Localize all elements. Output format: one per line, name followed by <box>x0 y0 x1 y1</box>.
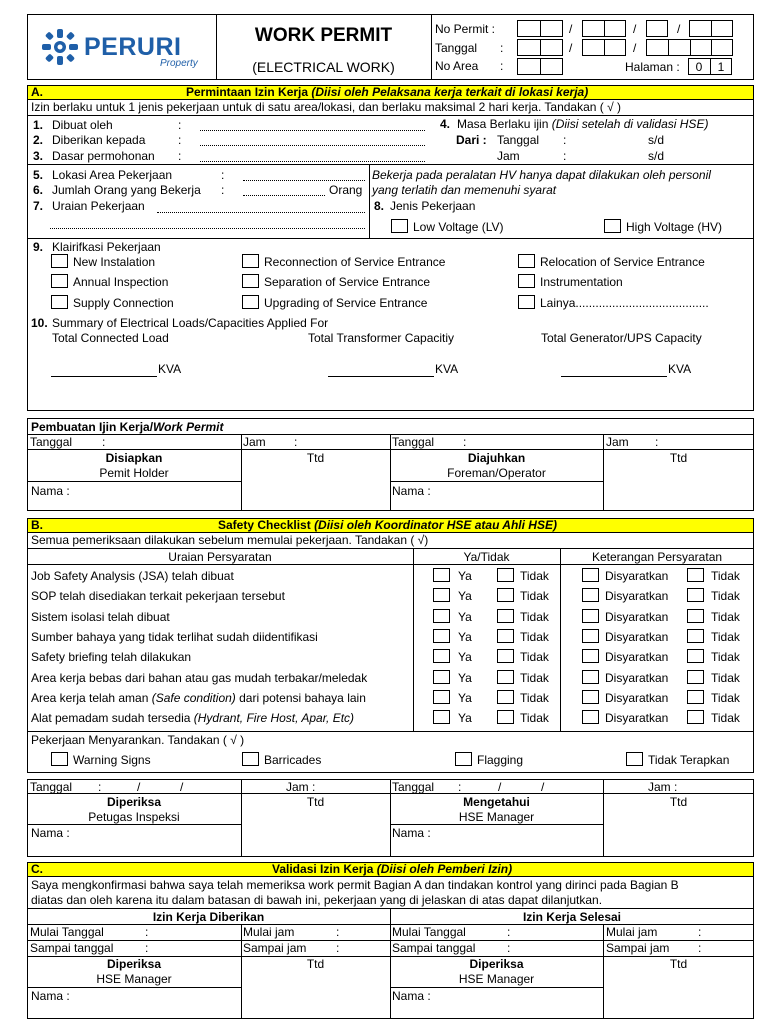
disyaratkan-checkbox[interactable] <box>582 690 599 704</box>
section-b-title <box>218 518 557 532</box>
checklist-item-text: Job Safety Analysis (JSA) telah dibuat <box>31 569 234 583</box>
class-label: Upgrading of Service Entrance <box>264 296 428 310</box>
nama-field[interactable]: Nama : <box>31 484 70 498</box>
mulai-tanggal-label-2: Mulai Tanggal <box>392 925 466 939</box>
barricades-checkbox[interactable] <box>242 752 259 766</box>
num-9: 9. <box>33 240 44 254</box>
total-generator-label: Total Generator/UPS Capacity <box>541 331 702 345</box>
permit-slash: / <box>569 22 573 36</box>
petugas-label: Petugas Inspeksi <box>88 810 180 824</box>
class-checkbox-upgrading[interactable] <box>242 295 259 309</box>
disyaratkan-checkbox[interactable] <box>582 588 599 602</box>
mulai-jam-label: Mulai jam <box>243 925 295 939</box>
slash: / <box>541 780 545 794</box>
ya-label: Ya <box>458 589 472 603</box>
disyaratkan-label: Disyaratkan <box>605 691 669 705</box>
tidak-checkbox[interactable] <box>497 588 514 602</box>
dibuat-oleh-label: Dibuat oleh <box>52 118 113 132</box>
warning-signs-label: Warning Signs <box>73 753 151 767</box>
colon: : <box>221 183 225 197</box>
checklist-item-text: Sumber bahaya yang tidak terlihat sudah diidentifikasi <box>31 630 318 644</box>
class-checkbox-new-instalation[interactable] <box>51 254 68 268</box>
hse-manager-label: HSE Manager <box>96 972 172 986</box>
section-b-letter: B. <box>31 518 43 532</box>
num-3: 3. <box>33 149 44 163</box>
disyaratkan-checkbox[interactable] <box>582 649 599 663</box>
class-label: Reconnection of Service Entrance <box>264 255 446 269</box>
checklist-item <box>31 650 191 664</box>
colon: : <box>698 925 702 939</box>
slash: / <box>498 780 502 794</box>
kva-label: KVA <box>668 362 692 376</box>
checklist-item-text: Area kerja bebas dari bahan atau gas mudah terbakar/meledak <box>31 671 368 685</box>
diperiksa-label: Diperiksa <box>106 795 162 809</box>
total-transformer-label: Total Transformer Capacitiy <box>308 331 455 345</box>
checklist-item <box>31 569 234 583</box>
colon: : <box>336 941 340 955</box>
periksa-tanggal-label-2: Tanggal <box>392 780 435 794</box>
low-voltage-checkbox[interactable] <box>391 219 408 233</box>
ya-checkbox[interactable] <box>433 609 450 623</box>
class-checkbox-annual-inspection[interactable] <box>51 274 68 288</box>
disyaratkan-label: Disyaratkan <box>605 569 669 583</box>
ya-label: Ya <box>458 691 472 705</box>
slash: / <box>137 780 141 794</box>
sampai-tanggal-label: Sampai tanggal <box>30 941 114 955</box>
kva-label: KVA <box>435 362 459 376</box>
colon: : <box>458 780 462 794</box>
colon: : <box>145 941 149 955</box>
checklist-item-note: (Safe condition) <box>151 691 236 705</box>
pembuatan-jam-label-2: Jam <box>606 435 629 449</box>
colon: : <box>221 168 225 182</box>
diberikan-header: Izin Kerja Diberikan <box>152 910 265 924</box>
ya-checkbox[interactable] <box>433 568 450 582</box>
checklist-item-text: Sistem isolasi telah dibuat <box>31 610 170 624</box>
num-2: 2. <box>33 133 44 147</box>
mulai-jam-label-2: Mulai jam <box>606 925 658 939</box>
colon: : <box>507 925 511 939</box>
sampai-tanggal-label-2: Sampai tanggal <box>392 941 476 955</box>
section-b-title-text: Safety Checklist <box>218 518 311 532</box>
class-label: Instrumentation <box>540 275 623 289</box>
nama-field[interactable]: Nama : <box>392 826 431 840</box>
lokasi-area-input[interactable] <box>243 180 365 181</box>
tidak-terapkan-checkbox[interactable] <box>626 752 643 766</box>
class-checkbox-reconnection[interactable] <box>242 254 259 268</box>
jumlah-orang-label: Jumlah Orang yang Bekerja <box>52 183 201 197</box>
class-checkbox-instrumentation[interactable] <box>518 274 535 288</box>
disyaratkan-checkbox[interactable] <box>582 670 599 684</box>
num-10: 10. <box>31 316 48 330</box>
num-1: 1. <box>33 118 44 132</box>
keterangan-tidak-label: Tidak <box>711 671 740 685</box>
no-permit-label: No Permit : <box>435 22 496 36</box>
periksa-tanggal-label: Tanggal <box>30 780 73 794</box>
high-voltage-checkbox[interactable] <box>604 219 621 233</box>
checklist-item-note: (Hydrant, Fire Host, Apar, Etc) <box>193 711 355 725</box>
colon: : <box>294 435 298 449</box>
halaman-digit-2: 1 <box>717 60 725 74</box>
keterangan-tidak-label: Tidak <box>711 630 740 644</box>
high-voltage-label: High Voltage (HV) <box>626 220 723 234</box>
kva-label: KVA <box>158 362 182 376</box>
ya-label: Ya <box>458 650 472 664</box>
section-b-intro: Semua pemeriksaan dilakukan sebelum memulai pekerjaan. Tandakan ( √) <box>31 533 429 547</box>
hv-note-2: yang terlatih dan memenuhi syarat <box>372 183 557 197</box>
keterangan-tidak-label: Tidak <box>711 610 740 624</box>
permit-box-3[interactable] <box>646 20 668 37</box>
class-checkbox-lainya[interactable] <box>518 295 535 309</box>
tanggal-slash: / <box>633 41 637 55</box>
class-label: Lainya........................................ <box>540 296 709 310</box>
section-c-title <box>272 862 512 876</box>
section-a-title <box>186 85 588 99</box>
class-label: Supply Connection <box>73 296 174 310</box>
ttd-label: Ttd <box>306 795 325 809</box>
permit-holder-label: Pemit Holder <box>99 466 169 480</box>
ya-checkbox[interactable] <box>433 670 450 684</box>
section-c-title-text: Validasi Izin Kerja <box>272 862 374 876</box>
mulai-tanggal-label: Mulai Tanggal <box>30 925 104 939</box>
periksa-jam-label-2: Jam : <box>648 780 678 794</box>
permit-slash: / <box>677 22 681 36</box>
keterangan-tidak-checkbox[interactable] <box>687 588 704 602</box>
dari-jam-label: Jam <box>497 149 520 163</box>
slash: / <box>180 780 184 794</box>
uraian-pekerjaan-label: Uraian Pekerjaan <box>52 199 145 213</box>
dasar-permohonan-label: Dasar permohonan <box>52 149 155 163</box>
disyaratkan-label: Disyaratkan <box>605 589 669 603</box>
checklist-item-text: Alat pemadam sudah tersedia <box>31 711 194 725</box>
section-c-intro-1: Saya mengkonfirmasi bahwa saya telah memeriksa work permit Bagian A dan tindakan kontrol yang dirinci pada Bagian B <box>31 878 679 892</box>
checklist-item-text: SOP telah disediakan terkait pekerjaan tersebut <box>31 589 285 603</box>
disyaratkan-label: Disyaratkan <box>605 650 669 664</box>
tanggal-slash: / <box>569 41 573 55</box>
keterangan-tidak-checkbox[interactable] <box>687 649 704 663</box>
permit-slash: / <box>633 22 637 36</box>
colon: : <box>336 925 340 939</box>
checklist-item <box>31 671 367 685</box>
logo-sub: Property <box>160 58 198 69</box>
flagging-label: Flagging <box>477 753 524 767</box>
selesai-header: Izin Kerja Selesai <box>522 910 622 924</box>
checklist-item <box>31 711 354 725</box>
tidak-checkbox[interactable] <box>497 568 514 582</box>
hse-manager-label: HSE Manager <box>458 810 535 824</box>
halaman-digit-1: 0 <box>695 60 703 74</box>
keterangan-tidak-label: Tidak <box>711 691 740 705</box>
mengetahui-label: Mengetahui <box>463 795 530 809</box>
colon: : <box>178 149 182 163</box>
page-subtitle: (ELECTRICAL WORK) <box>252 59 395 75</box>
checklist-item-text: Safety briefing telah dilakukan <box>31 650 192 664</box>
dari-tanggal-label: Tanggal <box>497 133 540 147</box>
disyaratkan-checkbox[interactable] <box>582 568 599 582</box>
class-label: Relocation of Service Entrance <box>540 255 705 269</box>
nama-field[interactable]: Nama : <box>31 989 70 1003</box>
lokasi-area-label: Lokasi Area Pekerjaan <box>52 168 173 182</box>
orang-label: Orang <box>329 183 363 197</box>
low-voltage-label: Low Voltage (LV) <box>413 220 504 234</box>
warning-signs-checkbox[interactable] <box>51 752 68 766</box>
pembuatan-jam-label: Jam <box>243 435 266 449</box>
ya-checkbox[interactable] <box>433 649 450 663</box>
keterangan-tidak-label: Tidak <box>711 650 740 664</box>
tidak-label: Tidak <box>520 569 549 583</box>
ya-label: Ya <box>458 630 472 644</box>
colon: : <box>102 435 106 449</box>
colon: : <box>145 925 149 939</box>
disyaratkan-checkbox[interactable] <box>582 629 599 643</box>
total-transformer-input[interactable] <box>328 376 434 377</box>
keterangan-tidak-checkbox[interactable] <box>687 670 704 684</box>
masa-berlaku-note: (Diisi setelah di validasi HSE) <box>551 117 709 131</box>
colon: : <box>563 149 567 163</box>
num-8: 8. <box>374 199 385 213</box>
ya-label: Ya <box>458 569 472 583</box>
tidak-label: Tidak <box>520 671 549 685</box>
keterangan-tidak-checkbox[interactable] <box>687 710 704 724</box>
checklist-item <box>31 589 285 603</box>
tidak-label: Tidak <box>520 650 549 664</box>
num-7: 7. <box>33 199 44 213</box>
colon: : <box>507 941 511 955</box>
no-area-colon: : <box>500 59 504 73</box>
tidak-label: Tidak <box>520 630 549 644</box>
keterangan-tidak-checkbox[interactable] <box>687 568 704 582</box>
section-c-letter: C. <box>31 862 43 876</box>
class-checkbox-relocation[interactable] <box>518 254 535 268</box>
num-4: 4. <box>440 117 451 131</box>
pembuatan-title-italic: Work Permit <box>153 420 224 434</box>
ya-label: Ya <box>458 711 472 725</box>
halaman-label: Halaman : <box>625 60 680 74</box>
colon: : <box>178 133 182 147</box>
klasifikasi-label: Klairifkasi Pekerjaan <box>52 240 161 254</box>
tidak-checkbox[interactable] <box>497 609 514 623</box>
jenis-pekerjaan-label: Jenis Pekerjaan <box>390 199 476 213</box>
num-5: 5. <box>33 168 44 182</box>
tidak-label: Tidak <box>520 711 549 725</box>
pembuatan-tanggal-label-2: Tanggal <box>392 435 435 449</box>
disiapkan-label: Disiapkan <box>105 451 163 465</box>
diperiksa-label-2: Diperiksa <box>469 957 524 971</box>
class-label: New Instalation <box>73 255 156 269</box>
flagging-checkbox[interactable] <box>455 752 472 766</box>
section-a-letter: A. <box>31 85 43 99</box>
disyaratkan-label: Disyaratkan <box>605 671 669 685</box>
ttd-label: Ttd <box>669 795 688 809</box>
ya-label: Ya <box>458 610 472 624</box>
section-c-title-note: (Diisi oleh Pemberi Izin) <box>376 862 513 876</box>
sd-tanggal: s/d <box>648 133 665 147</box>
tidak-label: Tidak <box>520 589 549 603</box>
checklist-item <box>31 610 170 624</box>
diperiksa-label: Diperiksa <box>106 957 162 971</box>
total-connected-input[interactable] <box>51 376 157 377</box>
ya-checkbox[interactable] <box>433 710 450 724</box>
section-c-intro-2: diatas dan oleh karena itu dalam batasan di bawah ini, pekerjaan yang di jelaskan di atas dapat dilanjutkan. <box>31 893 603 907</box>
colon: : <box>463 435 467 449</box>
col-yatidak-header: Ya/Tidak <box>463 550 510 564</box>
ya-checkbox[interactable] <box>433 690 450 704</box>
diberikan-kepada-input[interactable] <box>200 145 425 146</box>
uraian-pekerjaan-input-2[interactable] <box>50 228 365 229</box>
total-connected-label: Total Connected Load <box>52 331 169 345</box>
sd-jam: s/d <box>648 149 665 163</box>
disyaratkan-label: Disyaratkan <box>605 610 669 624</box>
foreman-label: Foreman/Operator <box>447 466 546 480</box>
uraian-pekerjaan-input[interactable] <box>157 212 365 213</box>
colon: : <box>563 133 567 147</box>
disyaratkan-label: Disyaratkan <box>605 630 669 644</box>
saran-label: Pekerjaan Menyarankan. Tandakan ( √ ) <box>31 733 245 747</box>
section-a-title-text: Permintaan Izin Kerja <box>186 85 309 99</box>
col-uraian-header: Uraian Persyaratan <box>168 550 272 564</box>
keterangan-tidak-checkbox[interactable] <box>687 690 704 704</box>
ya-checkbox[interactable] <box>433 588 450 602</box>
section-b-title-note: (Diisi oleh Koordinator HSE atau Ahli HSE) <box>314 518 557 532</box>
class-checkbox-supply-connection[interactable] <box>51 295 68 309</box>
total-generator-input[interactable] <box>561 376 667 377</box>
nama-field[interactable]: Nama : <box>31 826 70 840</box>
dari-label: Dari : <box>456 133 487 147</box>
ya-label: Ya <box>458 671 472 685</box>
checklist-item-text: Area kerja telah aman <box>31 691 152 705</box>
page-title: WORK PERMIT <box>254 25 393 46</box>
tanggal-label: Tanggal <box>435 41 478 55</box>
tidak-checkbox[interactable] <box>497 690 514 704</box>
hse-manager-label-2: HSE Manager <box>458 972 535 986</box>
logo-text: PERURI <box>84 33 182 61</box>
pembuatan-tanggal-label: Tanggal <box>30 435 73 449</box>
disyaratkan-label: Disyaratkan <box>605 711 669 725</box>
pembuatan-title-plain: Pembuatan Ijin Kerja/ <box>31 420 154 434</box>
class-label: Annual Inspection <box>73 275 169 289</box>
sampai-jam-label-2: Sampai jam <box>606 941 670 955</box>
checklist-item <box>31 691 366 705</box>
peruri-logo-icon <box>40 27 80 67</box>
keterangan-tidak-label: Tidak <box>711 711 740 725</box>
ttd-label: Ttd <box>306 451 325 465</box>
diajuhkan-label: Diajuhkan <box>467 451 526 465</box>
colon: : <box>655 435 659 449</box>
tidak-checkbox[interactable] <box>497 670 514 684</box>
ya-checkbox[interactable] <box>433 629 450 643</box>
tidak-checkbox[interactable] <box>497 649 514 663</box>
ttd-label: Ttd <box>306 957 325 971</box>
colon: : <box>698 941 702 955</box>
disyaratkan-checkbox[interactable] <box>582 710 599 724</box>
tidak-label: Tidak <box>520 691 549 705</box>
diberikan-kepada-label: Diberikan kepada <box>52 133 146 147</box>
summary-label: Summary of Electrical Loads/Capacities Applied For <box>52 316 329 330</box>
jumlah-orang-input[interactable] <box>243 195 325 196</box>
keterangan-tidak-checkbox[interactable] <box>687 609 704 623</box>
no-area-label: No Area <box>435 59 479 73</box>
colon: : <box>98 780 102 794</box>
keterangan-tidak-checkbox[interactable] <box>687 629 704 643</box>
section-a-intro: Izin berlaku untuk 1 jenis pekerjaan untuk di satu area/lokasi, dan berlaku maksimal 2 hari kerja. Tandakan ( √ ) <box>31 100 622 114</box>
dibuat-oleh-input[interactable] <box>200 130 425 131</box>
ttd-label: Ttd <box>669 451 688 465</box>
checklist-item-tail: dari potensi bahaya lain <box>235 691 366 705</box>
tidak-checkbox[interactable] <box>497 629 514 643</box>
tanggal-colon: : <box>500 41 504 55</box>
keterangan-tidak-label: Tidak <box>711 569 740 583</box>
masa-berlaku-label: Masa Berlaku ijin <box>457 117 549 131</box>
class-checkbox-separation[interactable] <box>242 274 259 288</box>
periksa-jam-label: Jam : <box>286 780 316 794</box>
checklist-item <box>31 630 318 644</box>
num-6: 6. <box>33 183 44 197</box>
nama-field[interactable]: Nama : <box>392 484 431 498</box>
col-keterangan-header: Keterangan Persyaratan <box>591 550 723 564</box>
ttd-label: Ttd <box>669 957 688 971</box>
tidak-terapkan-label: Tidak Terapkan <box>648 753 730 767</box>
keterangan-tidak-label: Tidak <box>711 589 740 603</box>
disyaratkan-checkbox[interactable] <box>582 609 599 623</box>
masa-berlaku <box>457 117 708 131</box>
pembuatan-title <box>31 420 224 434</box>
tidak-label: Tidak <box>520 610 549 624</box>
hv-note-1: Bekerja pada peralatan HV hanya dapat dilakukan oleh personil <box>372 168 711 182</box>
dasar-permohonan-input[interactable] <box>200 161 425 162</box>
colon: : <box>178 118 182 132</box>
barricades-label: Barricades <box>264 753 322 767</box>
nama-field[interactable]: Nama : <box>392 989 431 1003</box>
tidak-checkbox[interactable] <box>497 710 514 724</box>
class-label: Separation of Service Entrance <box>264 275 431 289</box>
sampai-jam-label: Sampai jam <box>243 941 307 955</box>
section-a-title-note: (Diisi oleh Pelaksana kerja terkait di lokasi kerja) <box>311 85 589 99</box>
